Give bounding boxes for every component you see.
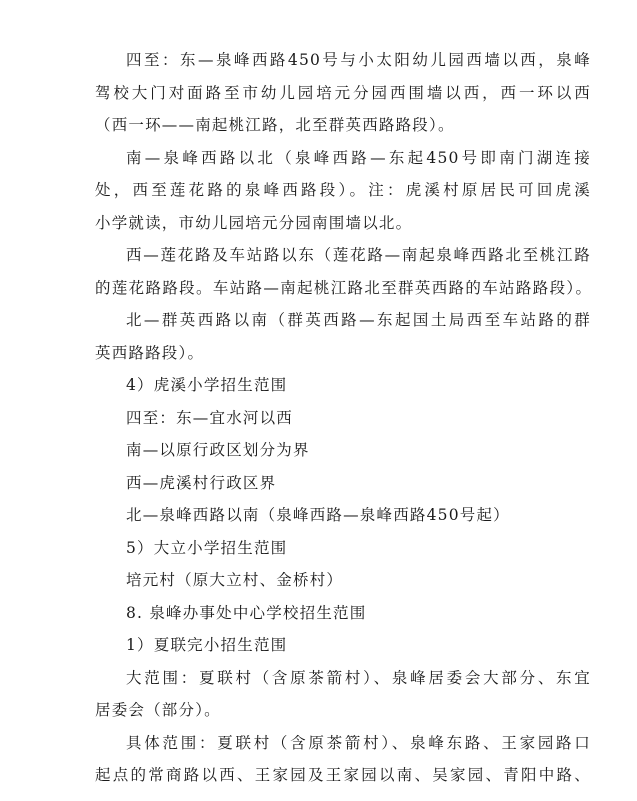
text-line: 具体范围：夏联村（含原茶箭村）、泉峰东路、王家园路口 xyxy=(126,733,591,752)
text-line: 居委会（部分）。 xyxy=(95,701,221,719)
text-line: 大范围：夏联村（含原茶箭村）、泉峰居委会大部分、东宜 xyxy=(126,668,591,687)
text-line: 4）虎溪小学招生范围 xyxy=(126,376,288,394)
text-line: 北—群英西路以南（群英西路—东起国土局西至车站路的群 xyxy=(126,311,591,329)
text-line: 8. 泉峰办事处中心学校招生范围 xyxy=(126,603,367,622)
text-line: 处，西至莲花路的泉峰西路段）。注：虎溪村原居民可回虎溪 xyxy=(95,181,591,199)
text-line: 四至：东—宜水河以西 xyxy=(126,408,294,427)
text-line: 培元村（原大立村、金桥村） xyxy=(126,571,344,589)
text-line: （西一环——南起桃江路，北至群英西路路段）。 xyxy=(95,116,455,134)
text-line: 5）大立小学招生范围 xyxy=(126,538,288,557)
text-line: 英西路路段）。 xyxy=(95,343,205,362)
text-line: 北—泉峰西路以南（泉峰西路—泉峰西路450号起） xyxy=(126,506,510,524)
text-line: 小学就读，市幼儿园培元分园南围墙以北。 xyxy=(95,213,413,232)
text-line: 的莲花路路段。车站路—南起桃江路北至群英西路的车站路路段）。 xyxy=(95,278,591,297)
text-line: 起点的常商路以西、王家园及王家园以南、吴家园、青阳中路、 xyxy=(95,766,591,784)
text-line: 西—虎溪村行政区界 xyxy=(126,473,277,492)
text-line: 南—以原行政区划分为界 xyxy=(126,441,310,459)
text-line: 南—泉峰西路以北（泉峰西路—东起450号即南门湖连接 xyxy=(126,148,591,167)
text-line: 1）夏联完小招生范围 xyxy=(126,636,288,654)
text-line: 驾校大门对面路至市幼儿园培元分园西围墙以西，西一环以西 xyxy=(95,83,591,102)
text-line: 西—莲花路及车站路以东（莲花路—南起泉峰西路北至桃江路 xyxy=(126,246,591,264)
text-line: 四至：东—泉峰西路450号与小太阳幼儿园西墙以西，泉峰 xyxy=(126,51,591,69)
